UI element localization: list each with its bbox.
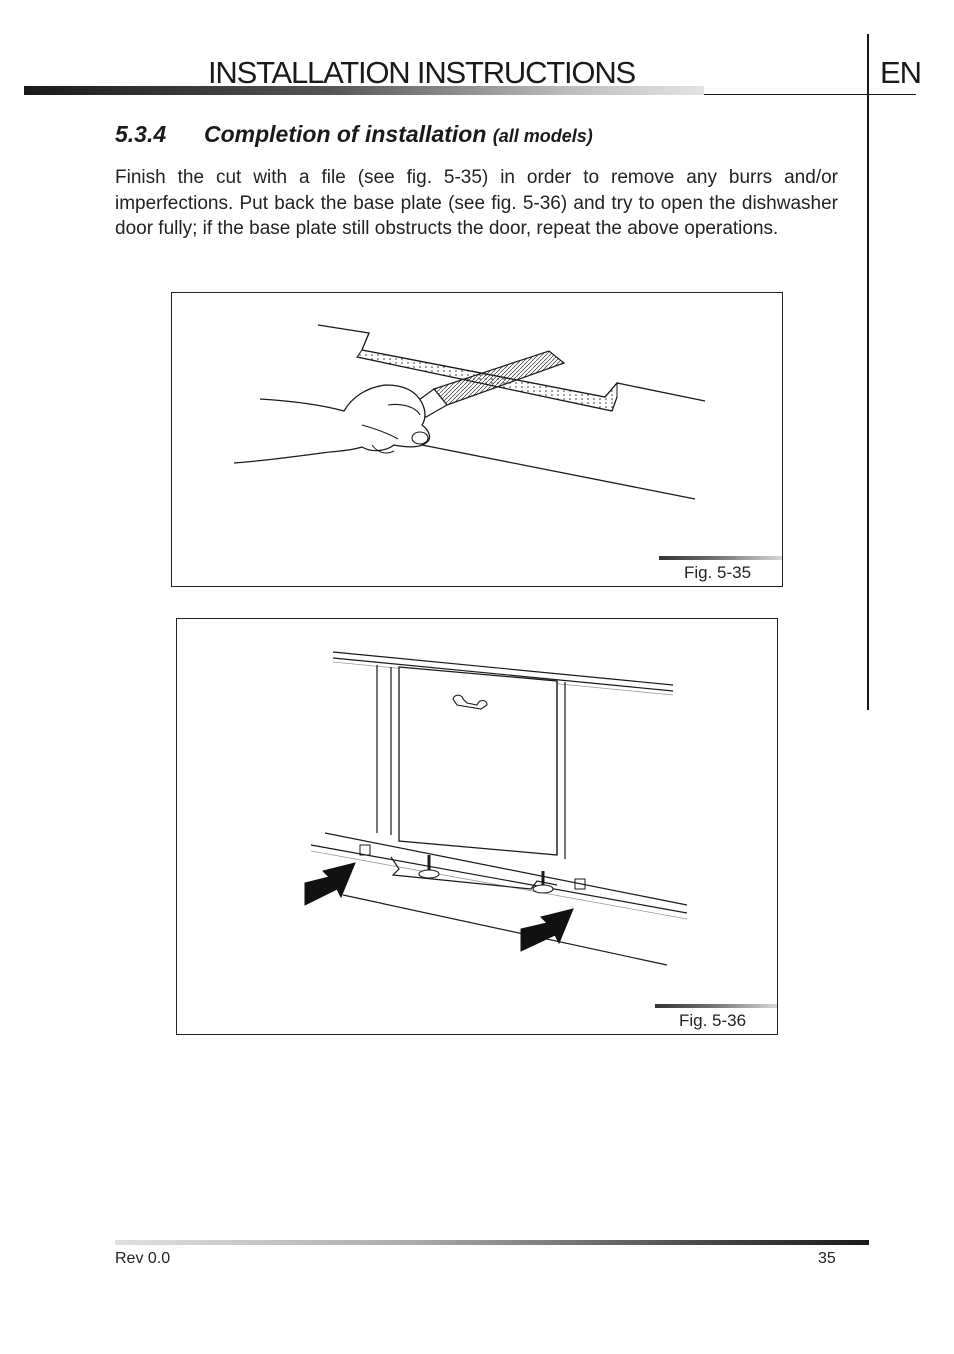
revision-label: Rev 0.0 — [115, 1250, 171, 1267]
instruction-paragraph: Finish the cut with a file (see fig. 5-35) in order to remove any burrs and/or imperfections. Put back the base plate (see fig. 5-36) and try to open the dishwasher door fully; if the base plate still obstructs the door, repeat the above operations. — [115, 167, 838, 239]
page-number: 35 — [818, 1250, 836, 1267]
language-code: EN — [880, 55, 922, 90]
figure-caption: Fig. 5-35 — [684, 563, 752, 582]
section-heading — [115, 121, 593, 148]
section-title: Completion of installation — [204, 121, 487, 147]
page-title: INSTALLATION INSTRUCTIONS — [208, 55, 636, 90]
footer-accent-bar — [115, 1240, 869, 1245]
figure-5-35 — [171, 292, 783, 587]
section-subtitle: (all models) — [492, 126, 593, 146]
figure-caption: Fig. 5-36 — [679, 1011, 747, 1030]
section-number: 5.3.4 — [115, 121, 167, 147]
figure-caption-bar — [659, 556, 782, 560]
figure-caption-bar — [655, 1004, 777, 1008]
figure-5-36 — [176, 618, 778, 1035]
side-rule — [867, 34, 869, 710]
header-rule — [704, 94, 916, 95]
hand-filing-illustration — [172, 293, 782, 586]
base-plate-refit-illustration — [177, 619, 777, 1034]
